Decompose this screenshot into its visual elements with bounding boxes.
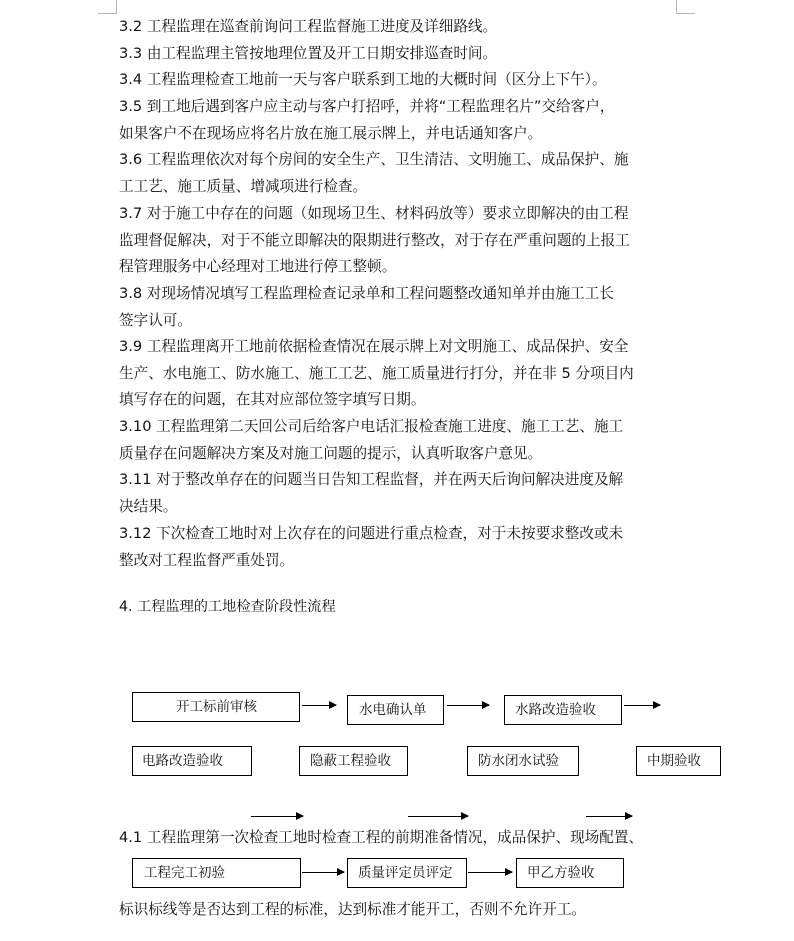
text-line: 整改对工程监督严重处罚。 <box>119 551 295 569</box>
flow-arrow <box>408 816 468 817</box>
text-line: 3.3 由工程监理主管按地理位置及开工日期安排巡查时间。 <box>119 44 498 62</box>
paragraph-3-8 <box>119 281 679 334</box>
flow-box-electrical-confirm: 水电确认单 <box>347 695 444 725</box>
flow-box-circuit-acceptance: 电路改造验收 <box>132 746 252 776</box>
flow-box-midterm-acceptance: 中期验收 <box>636 746 721 776</box>
text-line: 3.5 到工地后遇到客户应主动与客户打招呼，并将“工程监理名片”交给客户， <box>119 98 615 115</box>
paragraph-3-3 <box>119 41 679 68</box>
paragraph-3-11 <box>119 467 679 520</box>
flow-box-water-acceptance: 水路改造验收 <box>504 695 622 725</box>
flow-arrow <box>624 705 660 706</box>
flow-arrow <box>302 705 336 706</box>
page-corner-mark-right <box>676 0 695 14</box>
text-line: 3.7 对于施工中存在的问题（如现场卫生、材料码放等）要求立即解决的由工程 <box>119 205 629 222</box>
paragraph-4-1: 4.1 工程监理第一次检查工地时检查工程的前期准备情况，成品保护、现场配置、 <box>119 829 644 846</box>
text-line: 3.4 工程监理检查工地前一天与客户联系到工地的大概时间（区分上下午）。 <box>119 71 607 88</box>
paragraph-3-12 <box>119 521 679 574</box>
paragraph-3-7 <box>119 201 679 281</box>
text-line: 签字认可。 <box>119 311 192 329</box>
text-line: 3.11 对于整改单存在的问题当日告知工程监督，并在两天后询问解决进度及解 <box>119 471 624 488</box>
text-line: 监理督促解决，对于不能立即解决的限期进行整改，对于存在严重问题的上报工 <box>119 231 630 249</box>
flow-box-concealed-works: 隐蔽工程验收 <box>299 746 408 776</box>
text-line: 3.9 工程监理离开工地前依据检查情况在展示牌上对文明施工、成品保护、安全 <box>119 338 629 355</box>
section-heading: 4. 工程监理的工地检查阶段性流程 <box>119 599 336 615</box>
flow-arrow <box>447 705 489 706</box>
flow-box-start-review: 开工标前审核 <box>132 692 300 722</box>
text-line: 3.6 工程监理依次对每个房间的安全生产、卫生清洁、文明施工、成品保护、施 <box>119 151 629 168</box>
paragraph-3-6 <box>119 147 679 200</box>
paragraph-4-1-continued: 标识标线等是否达到工程的标准，达到标准才能开工，否则不允许开工。 <box>119 901 587 918</box>
text-line: 决结果。 <box>119 497 178 515</box>
paragraph-3-5 <box>119 94 679 147</box>
flow-arrow <box>302 872 344 873</box>
flow-arrow <box>251 816 303 817</box>
text-line: 3.12 下次检查工地时对上次存在的问题进行重点检查，对于未按要求整改或未 <box>119 525 624 542</box>
text-line: 如果客户不在现场应将名片放在施工展示牌上，并电话通知客户。 <box>119 124 543 142</box>
text-line: 质量存在问题解决方案及对施工问题的提示，认真听取客户意见。 <box>119 444 543 462</box>
flow-box-quality-evaluation: 质量评定员评定 <box>347 858 467 888</box>
paragraph-3-2 <box>119 14 679 41</box>
flow-box-party-acceptance: 甲乙方验收 <box>516 858 624 888</box>
page-corner-mark-left <box>98 0 117 14</box>
text-line: 程管理服务中心经理对工地进行停工整顿。 <box>119 258 397 275</box>
paragraph-3-9 <box>119 334 679 414</box>
text-line: 3.8 对现场情况填写工程监理检查记录单和工程问题整改通知单并由施工工长 <box>119 285 614 302</box>
text-line: 3.2 工程监理在巡查前询问工程监督施工进度及详细路线。 <box>119 18 498 35</box>
flow-arrow <box>468 872 512 873</box>
flow-arrow <box>586 816 632 817</box>
flow-box-completion-inspection: 工程完工初验 <box>132 858 301 888</box>
text-line: 3.10 工程监理第二天回公司后给客户电话汇报检查施工进度、施工工艺、施工 <box>119 418 624 435</box>
text-line: 生产、水电施工、防水施工、施工工艺、施工质量进行打分，并在非 5 分项目内 <box>119 364 634 382</box>
flow-box-waterproof-test: 防水闭水试验 <box>467 746 579 776</box>
paragraph-3-10 <box>119 414 679 467</box>
paragraph-3-4 <box>119 67 679 94</box>
text-line: 工工艺、施工质量、增减项进行检查。 <box>119 177 368 195</box>
text-line: 填写存在的问题，在其对应部位签字填写日期。 <box>119 391 426 408</box>
